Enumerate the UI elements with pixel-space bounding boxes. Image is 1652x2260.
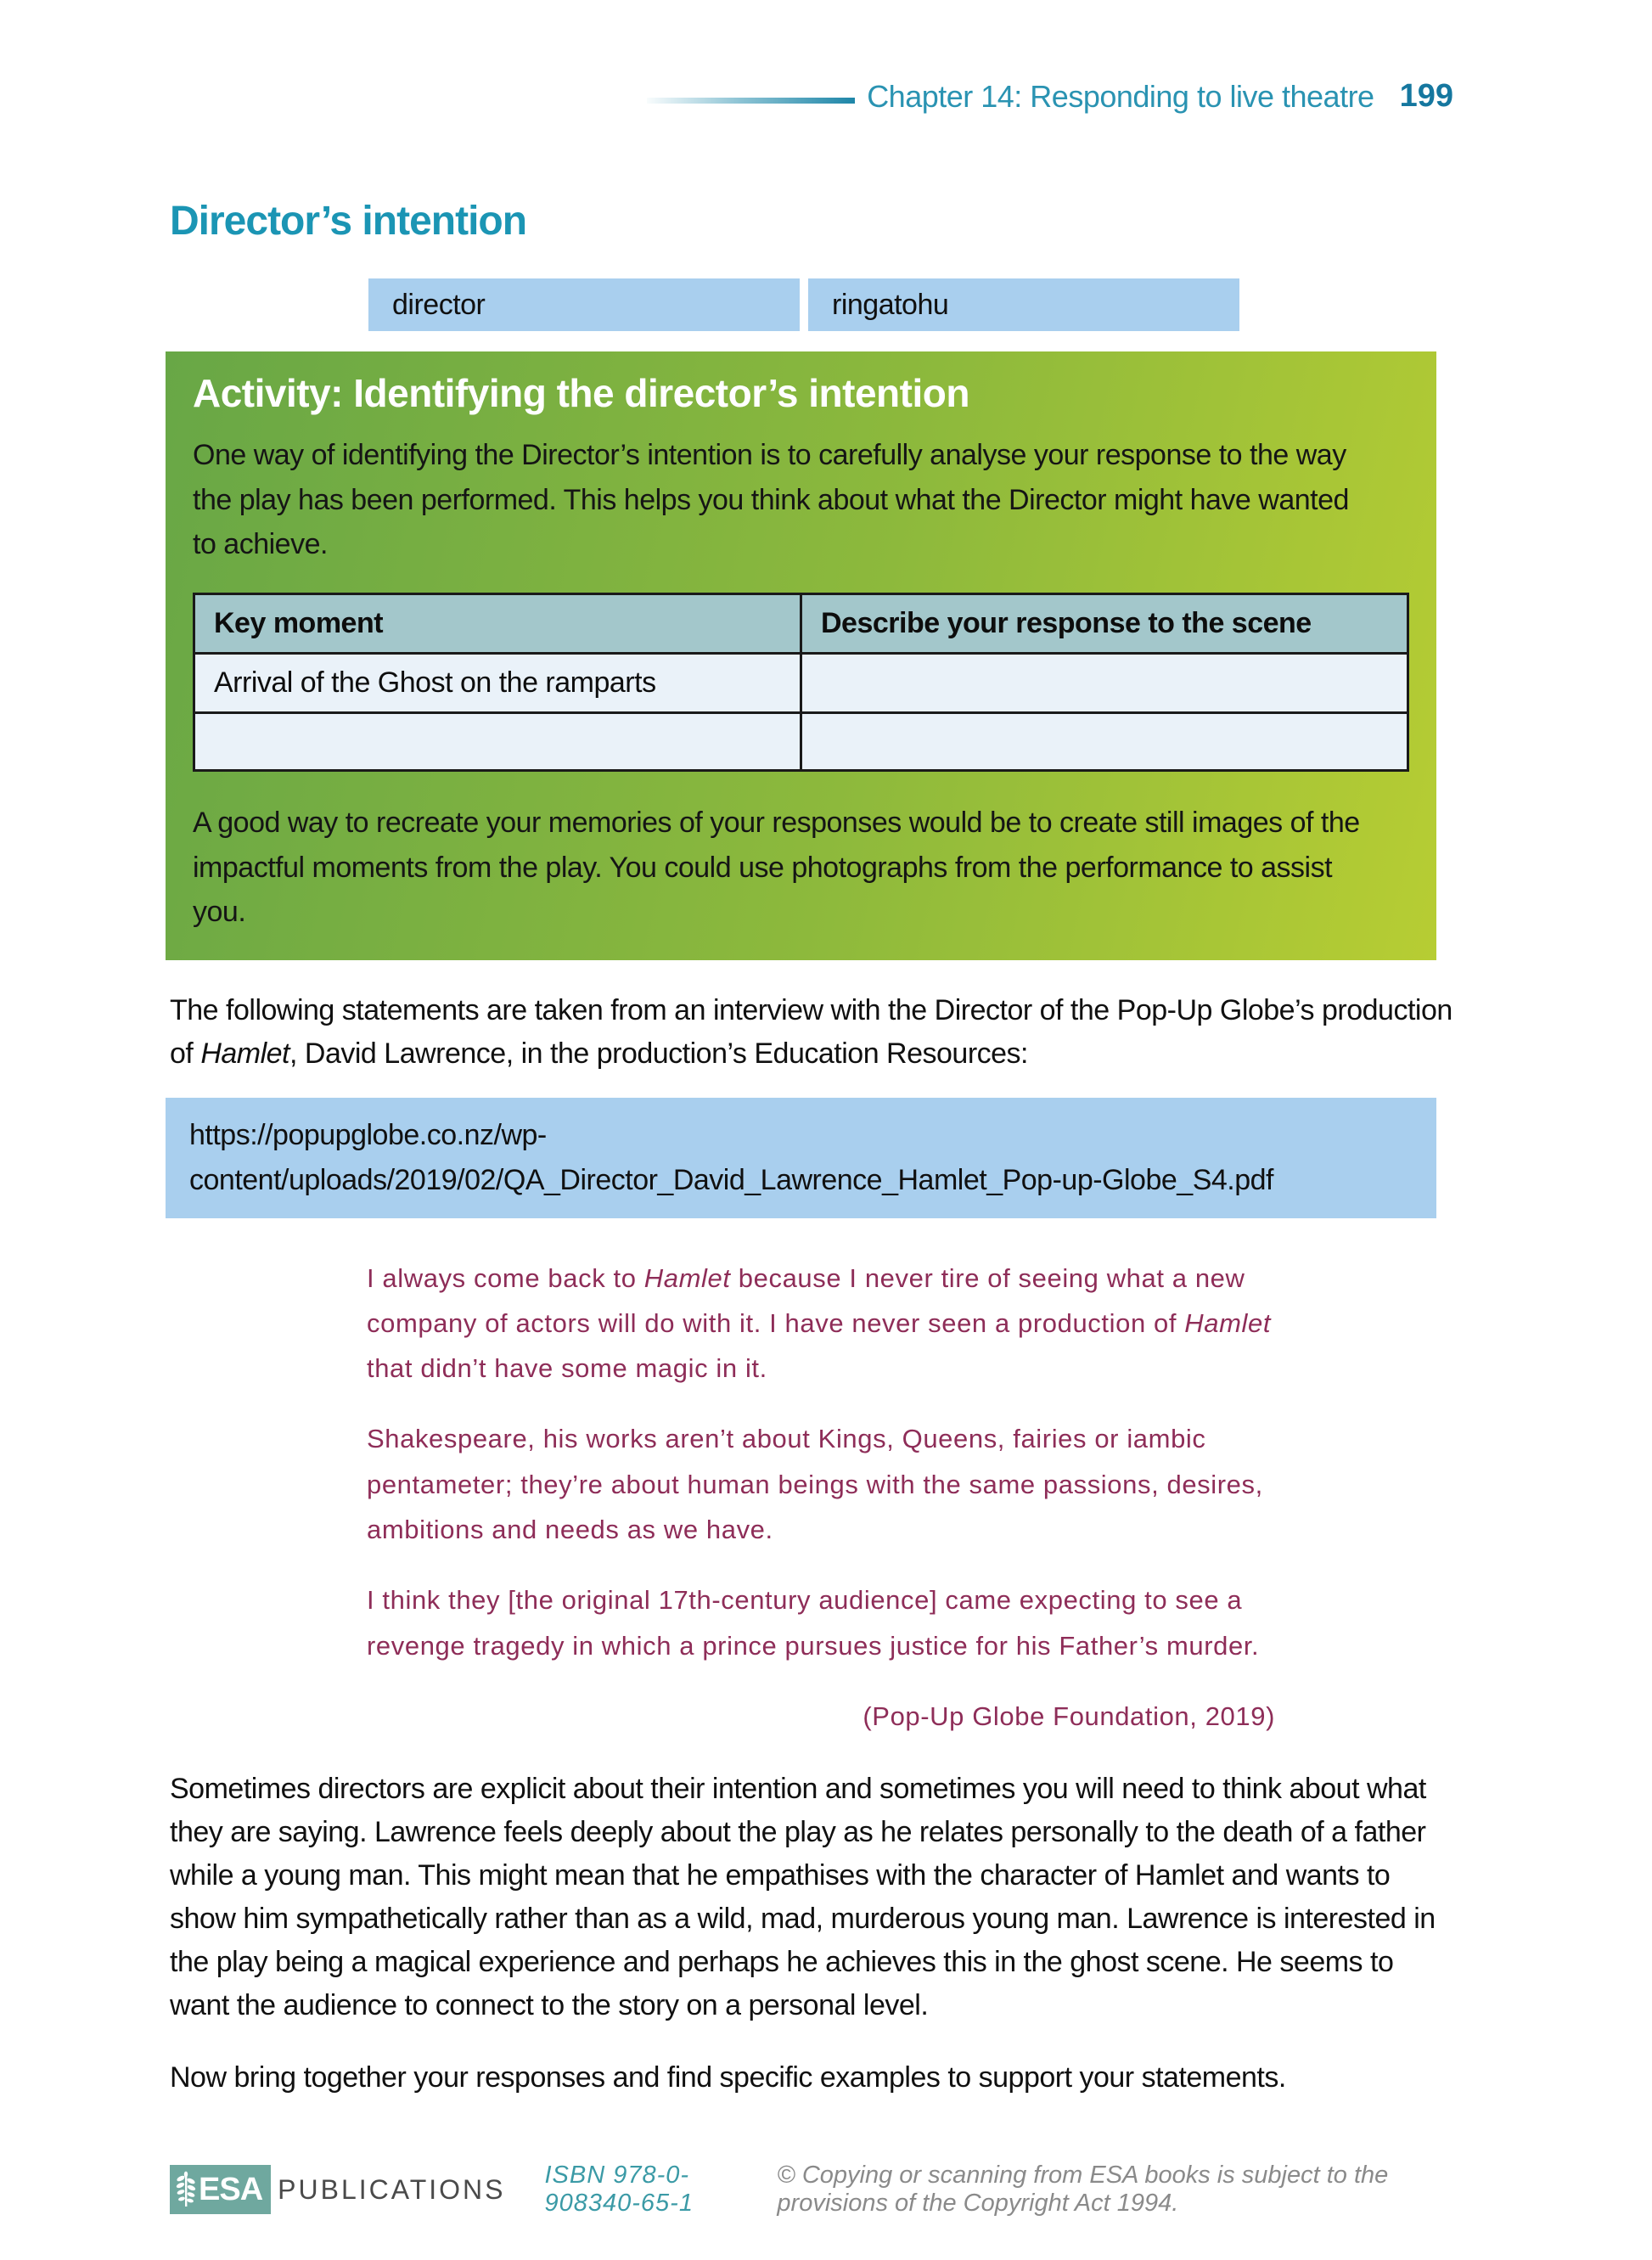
running-header — [170, 78, 1453, 115]
quote-paragraph-2: Shakespeare, his works aren’t about Kings, Queens, fairies or iambic pentameter; they’re about human beings with the same passions, desires, ambitions and needs as we have. — [367, 1424, 1263, 1545]
resource-url-box — [166, 1098, 1436, 1217]
column-header-key-moment: Key moment — [194, 594, 801, 654]
quote-paragraph-3: I think they [the original 17th-century audience] came expecting to see a revenge tragedy in which a prince pursues justice for his Father’s murder. — [367, 1585, 1260, 1661]
copyright-notice: © Copying or scanning from ESA books is subject to the provisions of the Copyright Act 1994. — [777, 2162, 1389, 2217]
column-header-response: Describe your response to the scene — [801, 594, 1408, 654]
header-rule — [647, 98, 855, 104]
body-paragraph-1: Sometimes directors are explicit about their intention and sometimes you will need to think about what they are saying. Lawrence feels deeply about the play as he relates personally to the death of a father while a young man. This might mean that he empathises with the character of Hamlet and wants to show him sympathetically rather than as a wild, mad, murderous young man. Lawrence is interested in the play being a magical experience and perhaps he achieves this in the ghost scene. He seems to want the audience to connect to the story on a personal level. — [170, 1773, 1436, 2022]
resource-url: https://popupglobe.co.nz/wp-content/uploads/2019/02/QA_Director_David_Lawrence_Hamlet_Pop-up-Globe_S4.pdf — [189, 1119, 1273, 1196]
esa-logo-text: ESA — [199, 2171, 263, 2207]
activity-outro: A good way to recreate your memories of your responses would be to create still images of the impactful moments from the play. You could use photographs from the performance to assist you. — [193, 807, 1360, 929]
quote-text: I always come back to — [367, 1262, 644, 1293]
intro-text-1: The following statements are taken from an interview with the Director of the Pop-Up Globe’s production of — [170, 994, 1453, 1071]
activity-title: Activity: Identifying the director’s intention — [193, 371, 969, 415]
page-content — [170, 78, 1453, 2100]
table-cell-key-moment — [194, 713, 801, 771]
activity-table — [193, 593, 1409, 772]
activity-box — [166, 351, 1436, 960]
quote-text: because I never tire of seeing what a new company of actors will do with it. I have never seen a production of — [367, 1262, 1245, 1338]
publisher-name: PUBLICATIONS — [278, 2173, 506, 2205]
table-cell-response — [801, 654, 1408, 713]
fern-icon — [175, 2171, 197, 2208]
esa-logo — [170, 2165, 271, 2214]
section-heading: Director’s intention — [170, 199, 527, 244]
table-cell-key-moment: Arrival of the Ghost on the ramparts — [194, 654, 801, 713]
table-cell-response — [801, 713, 1408, 771]
play-title: Hamlet — [200, 1037, 290, 1071]
quote-attribution: (Pop-Up Globe Foundation, 2019) — [863, 1701, 1275, 1731]
quote-text: that didn’t have some magic in it. — [367, 1353, 767, 1384]
table-row — [194, 713, 1408, 771]
quote-paragraph-1 — [367, 1256, 1284, 1391]
play-title: Hamlet — [1184, 1307, 1272, 1338]
director-quote-block — [367, 1256, 1284, 1740]
page-footer — [170, 2162, 1484, 2218]
table-header-row — [194, 594, 1408, 654]
vocab-maori: ringatohu — [808, 278, 1239, 331]
interview-intro-paragraph — [170, 989, 1453, 1076]
activity-intro: One way of identifying the Director’s intention is to carefully analyse your response to the way the play has been performed. This helps you think about what the Director might have wanted to achieve. — [193, 439, 1349, 561]
intro-text-2: , David Lawrence, in the production’s Education Resources: — [289, 1037, 1029, 1071]
vocab-strip — [368, 278, 1239, 331]
page-number: 199 — [1399, 78, 1453, 114]
isbn: ISBN 978-0-908340-65-1 — [544, 2162, 694, 2217]
vocab-english: director — [368, 278, 800, 331]
chapter-title: Chapter 14: Responding to live theatre — [867, 78, 1374, 114]
play-title: Hamlet — [643, 1262, 731, 1293]
body-paragraph-2: Now bring together your responses and find specific examples to support your statements. — [170, 2061, 1286, 2094]
table-row — [194, 654, 1408, 713]
